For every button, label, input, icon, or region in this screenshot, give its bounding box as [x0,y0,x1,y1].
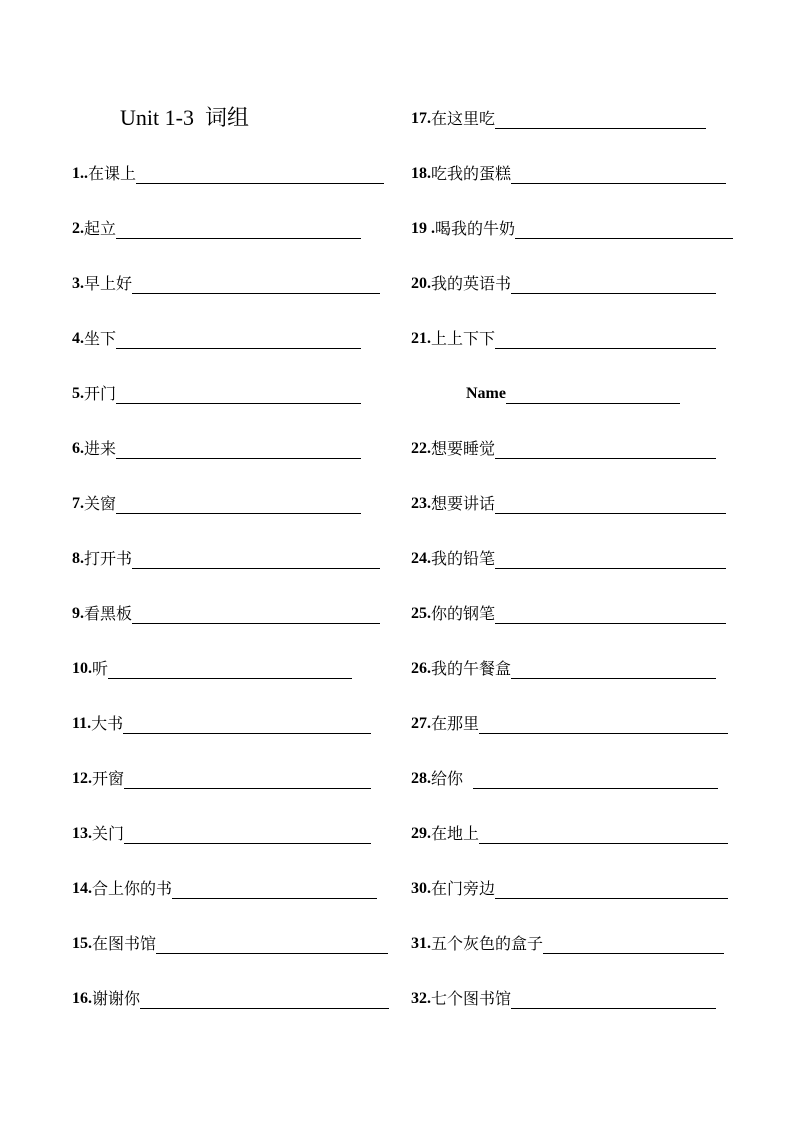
exercise-item [411,325,716,349]
exercise-item [72,765,371,789]
exercise-item [72,270,380,294]
item-phrase: 开门 [84,384,117,403]
item-number: 23. [411,495,431,512]
item-number: 22. [411,440,431,457]
item-number: 3. [72,275,84,292]
exercise-item [411,270,716,294]
answer-blank[interactable] [132,605,380,624]
item-number: 9. [72,605,84,622]
item-phrase: 看黑板 [84,604,133,623]
item-phrase: 我的午餐盒 [431,659,512,678]
answer-blank[interactable] [511,990,716,1009]
exercise-item [72,820,371,844]
item-number: 14. [72,880,92,897]
exercise-item [411,985,716,1009]
item-number: 21. [411,330,431,347]
answer-blank[interactable] [543,935,724,954]
item-number: 27. [411,715,431,732]
item-number: 29. [411,825,431,842]
worksheet-title: Unit 1-3 词组 [120,105,249,130]
item-phrase: 在地上 [431,824,480,843]
answer-blank[interactable] [116,330,361,349]
item-phrase: 进来 [84,439,117,458]
item-number: 28. [411,770,431,787]
exercise-item [411,875,728,899]
item-phrase: 打开书 [84,549,133,568]
exercise-item [411,765,718,789]
item-number: 8. [72,550,84,567]
answer-blank[interactable] [116,220,361,239]
answer-blank[interactable] [108,660,352,679]
item-number: 6. [72,440,84,457]
item-phrase: 谢谢你 [92,989,141,1008]
exercise-item [72,490,361,514]
exercise-item [72,875,377,899]
item-number: 12. [72,770,92,787]
item-number: 20. [411,275,431,292]
item-phrase: 合上你的书 [92,879,173,898]
answer-blank[interactable] [140,990,389,1009]
exercise-item [72,545,380,569]
item-number: 2. [72,220,84,237]
name-blank[interactable] [506,385,630,404]
answer-blank[interactable] [116,495,361,514]
exercise-item [72,215,361,239]
item-phrase: 在课上 [88,164,137,183]
item-phrase: 你的钢笔 [431,604,496,623]
answer-blank[interactable] [172,880,377,899]
answer-blank[interactable] [511,660,716,679]
item-number: 25. [411,605,431,622]
item-number: 17. [411,110,431,127]
item-phrase: 起立 [84,219,117,238]
item-phrase: 在这里吃 [431,109,496,128]
exercise-item [411,490,726,514]
item-number: 24. [411,550,431,567]
item-phrase: 想要讲话 [431,494,496,513]
answer-blank[interactable] [511,275,716,294]
item-number: 7. [72,495,84,512]
answer-blank[interactable] [495,605,726,624]
answer-blank[interactable] [495,330,716,349]
exercise-item [411,655,716,679]
exercise-item [411,435,716,459]
answer-blank[interactable] [116,440,361,459]
exercise-item [72,380,361,404]
answer-blank[interactable] [136,165,384,184]
item-number: 10. [72,660,92,677]
answer-blank[interactable] [124,770,371,789]
exercise-item [411,160,726,184]
item-phrase: 我的铅笔 [431,549,496,568]
item-phrase: 七个图书馆 [431,989,512,1008]
item-number: 18. [411,165,431,182]
name-blank-extension[interactable] [630,385,680,404]
item-phrase: 大书 [91,714,124,733]
item-phrase: 给你 [431,769,474,788]
answer-blank[interactable] [495,550,726,569]
exercise-item [411,105,706,129]
item-phrase: 上上下下 [431,329,496,348]
answer-blank[interactable] [495,880,728,899]
item-phrase: 吃我的蛋糕 [431,164,512,183]
item-phrase: 想要睡觉 [431,439,496,458]
item-phrase: 喝我的牛奶 [435,219,516,238]
answer-blank[interactable] [123,715,371,734]
item-number: 13. [72,825,92,842]
item-phrase: 在图书馆 [92,934,157,953]
item-number: 15. [72,935,92,952]
exercise-item [72,930,388,954]
item-phrase: 关窗 [84,494,117,513]
item-phrase: 在门旁边 [431,879,496,898]
answer-blank[interactable] [495,440,716,459]
answer-blank[interactable] [495,110,706,129]
exercise-item [411,930,724,954]
exercise-item [72,160,384,184]
exercise-item [72,710,371,734]
item-phrase: 五个灰色的盒子 [431,934,544,953]
exercise-item [72,655,352,679]
answer-blank[interactable] [495,495,726,514]
exercise-item [411,820,728,844]
item-phrase: 早上好 [84,274,133,293]
item-phrase: 开窗 [92,769,125,788]
item-phrase: 关门 [92,824,125,843]
item-number: 5. [72,385,84,402]
exercise-item [411,215,733,239]
item-number: 30. [411,880,431,897]
item-phrase: 在那里 [431,714,480,733]
answer-blank[interactable] [473,770,718,789]
exercise-item [72,600,380,624]
name-label: Name [466,385,506,402]
item-number: 11. [72,715,92,732]
answer-blank[interactable] [479,715,728,734]
exercise-item [411,710,728,734]
item-number: 32. [411,990,431,1007]
answer-blank[interactable] [132,550,380,569]
item-number: 26. [411,660,431,677]
exercise-item [72,435,361,459]
answer-blank[interactable] [156,935,388,954]
answer-blank[interactable] [479,825,728,844]
answer-blank[interactable] [132,275,380,294]
answer-blank[interactable] [515,220,733,239]
answer-blank[interactable] [116,385,361,404]
exercise-item [411,600,726,624]
item-phrase: 听 [92,659,109,678]
item-phrase: 我的英语书 [431,274,512,293]
item-number: 4. [72,330,84,347]
item-number: 19 . [411,220,435,237]
item-number: 16. [72,990,92,1007]
answer-blank[interactable] [124,825,371,844]
item-number: 1.. [72,165,88,182]
exercise-item [411,545,726,569]
exercise-item [72,325,361,349]
answer-blank[interactable] [511,165,726,184]
name-row [466,380,680,404]
item-number: 31. [411,935,431,952]
exercise-item [72,985,389,1009]
item-phrase: 坐下 [84,329,117,348]
